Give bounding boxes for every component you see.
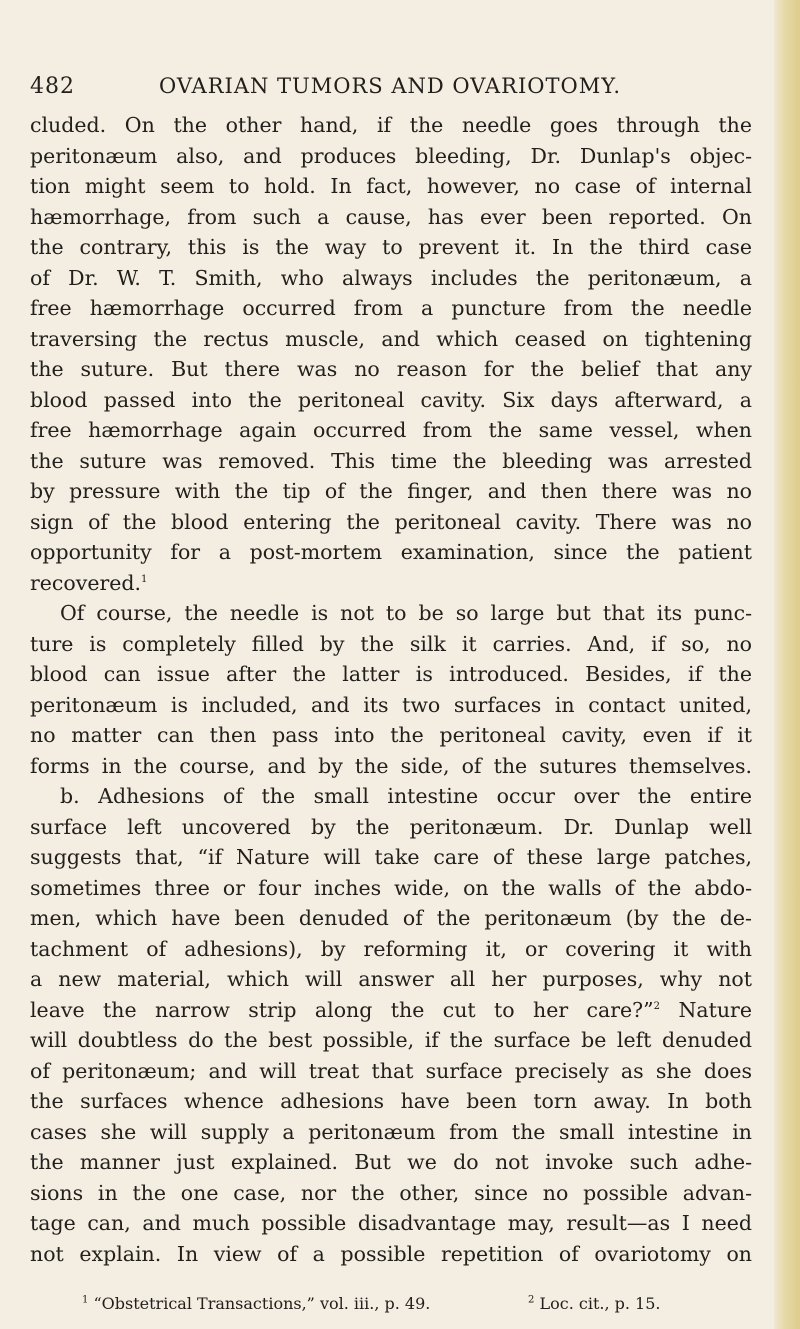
text-line: sometimes three or four inches wide, on the walls of the abdo- <box>30 875 752 900</box>
running-head: OVARIAN TUMORS AND OVARIOTOMY. <box>158 74 622 98</box>
text-line: no matter can then pass into the peritoneal cavity, even if it <box>30 723 752 747</box>
text-line: peritonæum is included, and its two surfaces in contact united, <box>30 692 752 717</box>
text-line: the suture. But there was no reason for the belief that any <box>30 357 752 381</box>
text-line: cluded. On the other hand, if the needle goes through the <box>30 113 752 137</box>
footnote <box>528 1294 660 1313</box>
text-line: opportunity for a post-mortem examination, since the patient <box>30 540 752 564</box>
text-line: forms in the course, and by the side, of the sutures themselves. <box>30 753 752 778</box>
footnote-mark: 2 <box>528 1294 535 1306</box>
text-line: peritonæum also, and produces bleeding, Dr. Dunlap's objec- <box>30 143 752 168</box>
text-line: sions in the one case, nor the other, since no possible advan- <box>30 1180 752 1205</box>
text-line: cases she will supply a peritonæum from the small intestine in <box>30 1119 752 1144</box>
page-edge <box>774 0 800 1329</box>
page-header <box>30 70 750 102</box>
text-fragment: Nature <box>678 997 752 1022</box>
text-line: hæmorrhage, from such a cause, has ever been reported. On <box>30 204 752 229</box>
text-line: blood can issue after the latter is introduced. Besides, if the <box>30 662 752 686</box>
page-number: 482 <box>30 74 75 99</box>
footnote-text: Loc. cit., p. 15. <box>539 1294 661 1313</box>
text-line: of peritonæum; and will treat that surface precisely as she does <box>30 1058 752 1083</box>
text-line: surface left uncovered by the peritonæum. Dr. Dunlap well <box>30 814 752 839</box>
footnote-ref: 1 <box>141 573 148 585</box>
text-line: ture is completely filled by the silk it carries. And, if so, no <box>30 631 752 656</box>
text-line: men, which have been denuded of the peritonæum (by the de- <box>30 906 752 930</box>
text-line: the suture was removed. This time the bleeding was arrested <box>30 448 752 473</box>
text-line: not explain. In view of a possible repetition of ovariotomy on <box>30 1241 752 1266</box>
text-fragment: recovered. <box>30 570 142 595</box>
text-line <box>30 995 752 1026</box>
text-line: traversing the rectus muscle, and which ceased on tightening <box>30 326 752 351</box>
text-fragment: leave the narrow strip along the cut to her care?” <box>30 997 654 1022</box>
footnote-mark: 1 <box>82 1294 89 1306</box>
footnote-text: “Obstetrical Transactions,” vol. iii., p. 49. <box>93 1294 431 1313</box>
text-line: tachment of adhesions), by reforming it, or covering it with <box>30 936 752 961</box>
text-line: tion might seem to hold. In fact, however, no case of internal <box>30 174 752 198</box>
text-line: the manner just explained. But we do not invoke such adhe- <box>30 1150 752 1174</box>
text-line <box>30 568 752 599</box>
text-line: suggests that, “if Nature will take care of these large patches, <box>30 845 752 869</box>
footnote-ref: 2 <box>653 1000 661 1012</box>
footnotes <box>30 1294 752 1318</box>
text-line: tage can, and much possible disadvantage may, result—as I need <box>30 1211 752 1235</box>
text-line: sign of the blood entering the peritoneal cavity. There was no <box>30 509 752 534</box>
footnote <box>82 1294 430 1313</box>
text-line: a new material, which will answer all her purposes, why not <box>30 967 752 991</box>
text-line: the contrary, this is the way to prevent it. In the third case <box>30 235 752 259</box>
text-line: free hæmorrhage occurred from a puncture from the needle <box>30 296 752 320</box>
text-line: free hæmorrhage again occurred from the same vessel, when <box>30 418 752 442</box>
text-line: of Dr. W. T. Smith, who always includes the peritonæum, a <box>30 265 752 290</box>
text-line: by pressure with the tip of the finger, and then there was no <box>30 479 752 503</box>
text-line: Of course, the needle is not to be so large but that its punc- <box>60 601 752 625</box>
text-line: b. Adhesions of the small intestine occur over the entire <box>60 784 752 808</box>
text-line: blood passed into the peritoneal cavity. Six days afterward, a <box>30 387 752 412</box>
text-line: the surfaces whence adhesions have been torn away. In both <box>30 1089 752 1113</box>
body-text <box>30 110 752 1269</box>
text-line: will doubtless do the best possible, if the surface be left denuded <box>30 1028 752 1052</box>
